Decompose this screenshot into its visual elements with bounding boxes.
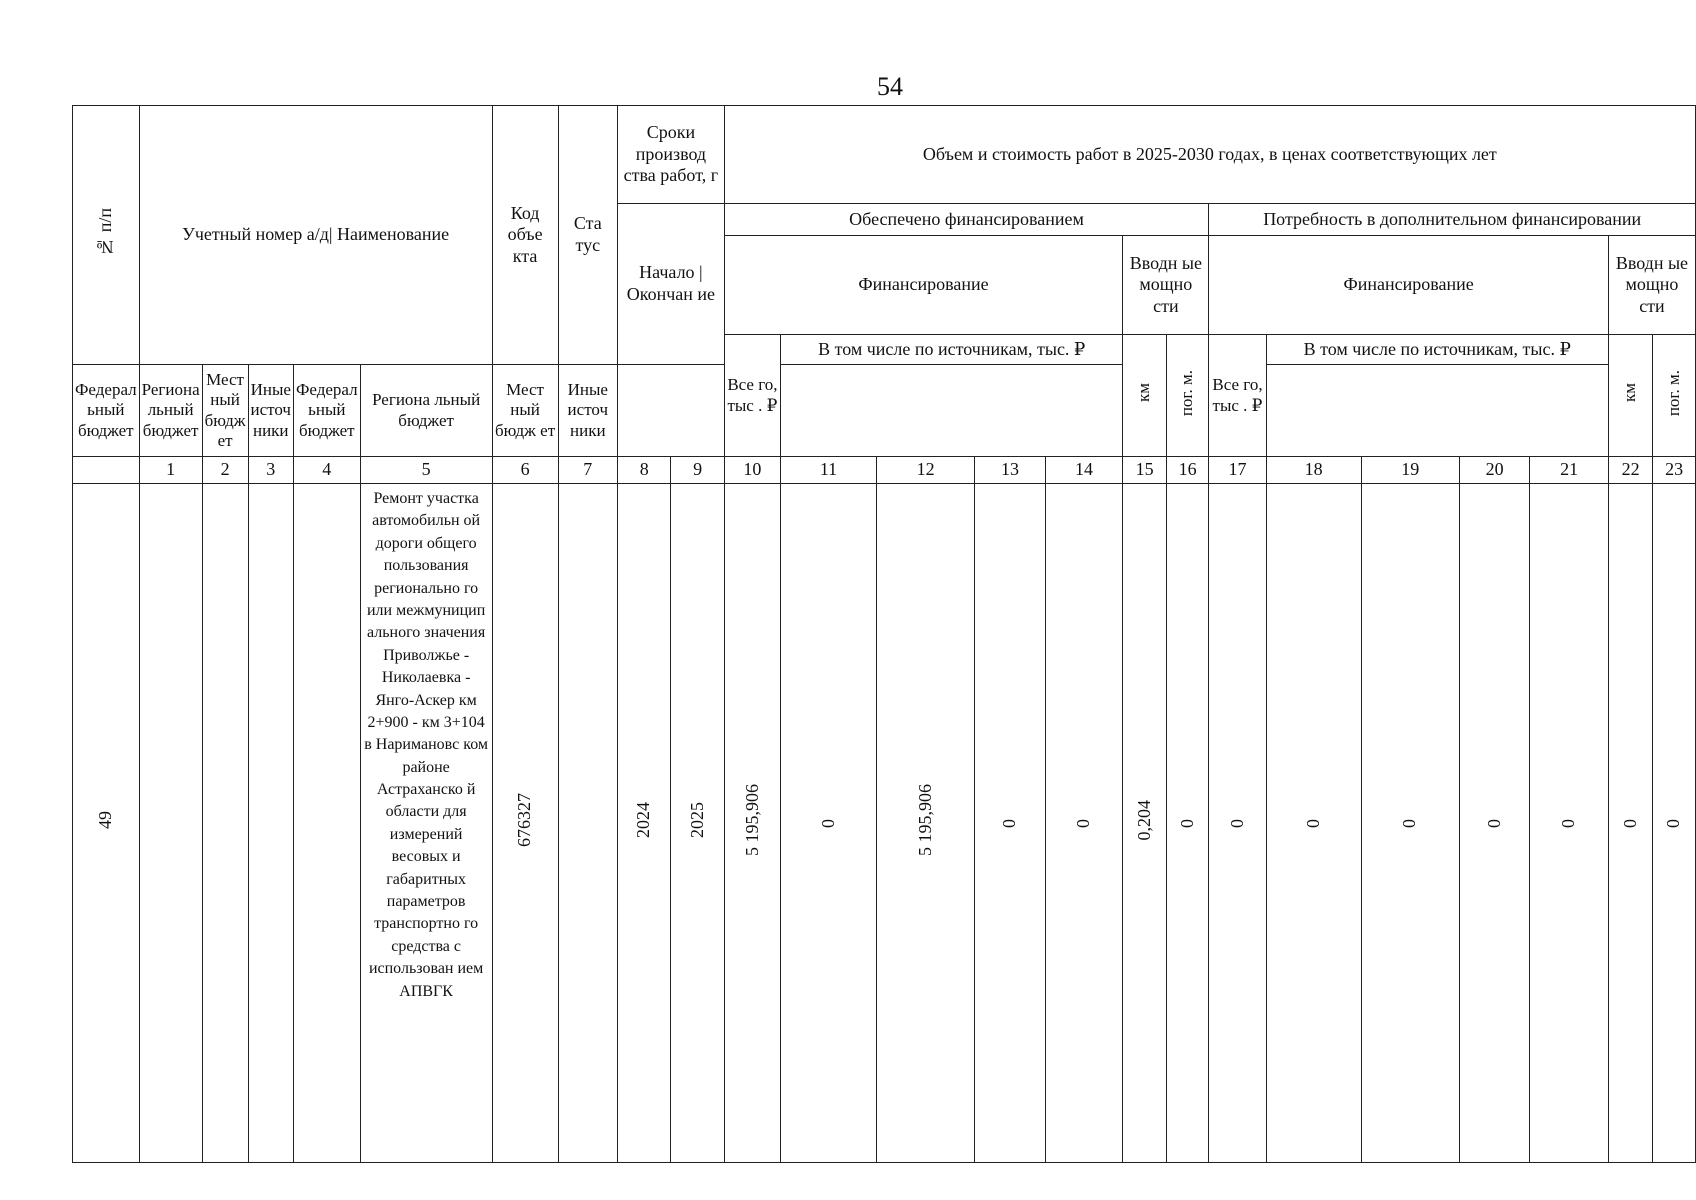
cell-local: 0 [975, 484, 1045, 1163]
header-local-need: Мест ный бюдж ет [492, 365, 558, 457]
column-number: 23 [1653, 457, 1696, 484]
column-number: 13 [975, 457, 1045, 484]
column-number: 6 [492, 457, 558, 484]
column-number: 10 [724, 457, 780, 484]
cell-need-local: 0 [1459, 484, 1529, 1163]
column-number: 2 [202, 457, 248, 484]
header-total-need: Все го, тыс . ₽ [1209, 335, 1266, 457]
cell-object-code: 676327 [492, 484, 558, 1163]
header-pog-m-need: пог. м. [1653, 335, 1696, 457]
column-number: 14 [1045, 457, 1123, 484]
column-number: 19 [1361, 457, 1459, 484]
column-number: 21 [1530, 457, 1609, 484]
header-account-name: Учетный номер а/д| Наименование [139, 106, 492, 365]
column-number: 17 [1209, 457, 1266, 484]
cell-object-name: Ремонт участка автомобильн ой дороги общего пользования регионально го или межмуницип ального значения Приволжье - Николаевка - Янго-Аскер км 2+900 - км 3+104 в Наримановс ком районе Астраханско й области для измерений весовых и габаритных параметров транспортно го средства с использован ием АПВГК [360, 484, 492, 1163]
header-capacity-need: Вводн ые мощно сти [1608, 236, 1695, 335]
column-number: 5 [360, 457, 492, 484]
cell-need-km: 0 [1608, 484, 1652, 1163]
header-pog-m: пог. м. [1166, 335, 1209, 457]
header-other: Иные источ ники [248, 365, 293, 457]
column-number: 4 [293, 457, 360, 484]
column-numbers-row [73, 457, 1696, 484]
cell-end: 2025 [671, 484, 724, 1163]
cell-col3 [248, 484, 293, 1163]
column-number: 9 [671, 457, 724, 484]
header-regional: Региона льный бюджет [139, 365, 202, 457]
header-regional-need: Региона льный бюджет [360, 365, 492, 457]
column-number: 3 [248, 457, 293, 484]
cell-need-federal: 0 [1266, 484, 1361, 1163]
column-number: 8 [618, 457, 671, 484]
header-by-source: В том числе по источникам, тыс. ₽ [781, 335, 1123, 365]
column-number: 1 [139, 457, 202, 484]
header-capacity: Вводн ые мощно сти [1123, 236, 1209, 335]
table-row [73, 484, 1696, 1163]
header-object-code: Код объе кта [492, 106, 558, 365]
header-need: Потребность в дополнительном финансировании [1209, 204, 1696, 236]
column-number: 11 [781, 457, 877, 484]
header-by-source-need: В том числе по источникам, тыс. ₽ [1266, 335, 1608, 365]
header-np: № п/п [73, 106, 140, 365]
header-secured: Обеспечено финансированием [724, 204, 1209, 236]
cell-need-total: 0 [1209, 484, 1266, 1163]
cell-other: 0 [1045, 484, 1123, 1163]
cell-need-regional: 0 [1361, 484, 1459, 1163]
cell-km: 0,204 [1123, 484, 1166, 1163]
column-number: 18 [1266, 457, 1361, 484]
cell-need-other: 0 [1530, 484, 1609, 1163]
header-total: Все го, тыс . ₽ [724, 335, 780, 457]
column-number: 15 [1123, 457, 1166, 484]
cell-total: 5 195,906 [724, 484, 780, 1163]
column-number-blank [73, 457, 140, 484]
header-federal-need: Федерал ьный бюджет [293, 365, 360, 457]
column-number: 20 [1459, 457, 1529, 484]
cell-federal: 0 [781, 484, 877, 1163]
cell-regional: 5 195,906 [876, 484, 974, 1163]
cell-status [558, 484, 618, 1163]
cell-need-pog-m: 0 [1653, 484, 1696, 1163]
column-number: 22 [1608, 457, 1652, 484]
header-volume: Объем и стоимость работ в 2025-2030 годах, в ценах соответствующих лет [724, 106, 1695, 204]
header-start-end: Начало | Окончан ие [618, 204, 725, 365]
column-number: 7 [558, 457, 618, 484]
header-terms: Сроки производ ства работ, г [618, 106, 725, 204]
cell-col4 [293, 484, 360, 1163]
header-status: Ста тус [558, 106, 618, 365]
cell-col2 [202, 484, 248, 1163]
cell-col1 [139, 484, 202, 1163]
header-federal: Федерал ьный бюджет [73, 365, 140, 457]
page-number: 54 [877, 72, 903, 101]
works-table [72, 105, 1696, 1163]
header-other-need: Иные источ ники [558, 365, 618, 457]
header-local: Мест ный бюдж ет [202, 365, 248, 457]
cell-np: 49 [73, 484, 140, 1163]
header-km-need: км [1608, 335, 1652, 457]
column-number: 16 [1166, 457, 1209, 484]
column-number: 12 [876, 457, 974, 484]
cell-start: 2024 [618, 484, 671, 1163]
header-financing: Финансирование [724, 236, 1123, 335]
header-financing-need: Финансирование [1209, 236, 1609, 335]
header-km: км [1123, 335, 1166, 457]
cell-pog-m: 0 [1166, 484, 1209, 1163]
